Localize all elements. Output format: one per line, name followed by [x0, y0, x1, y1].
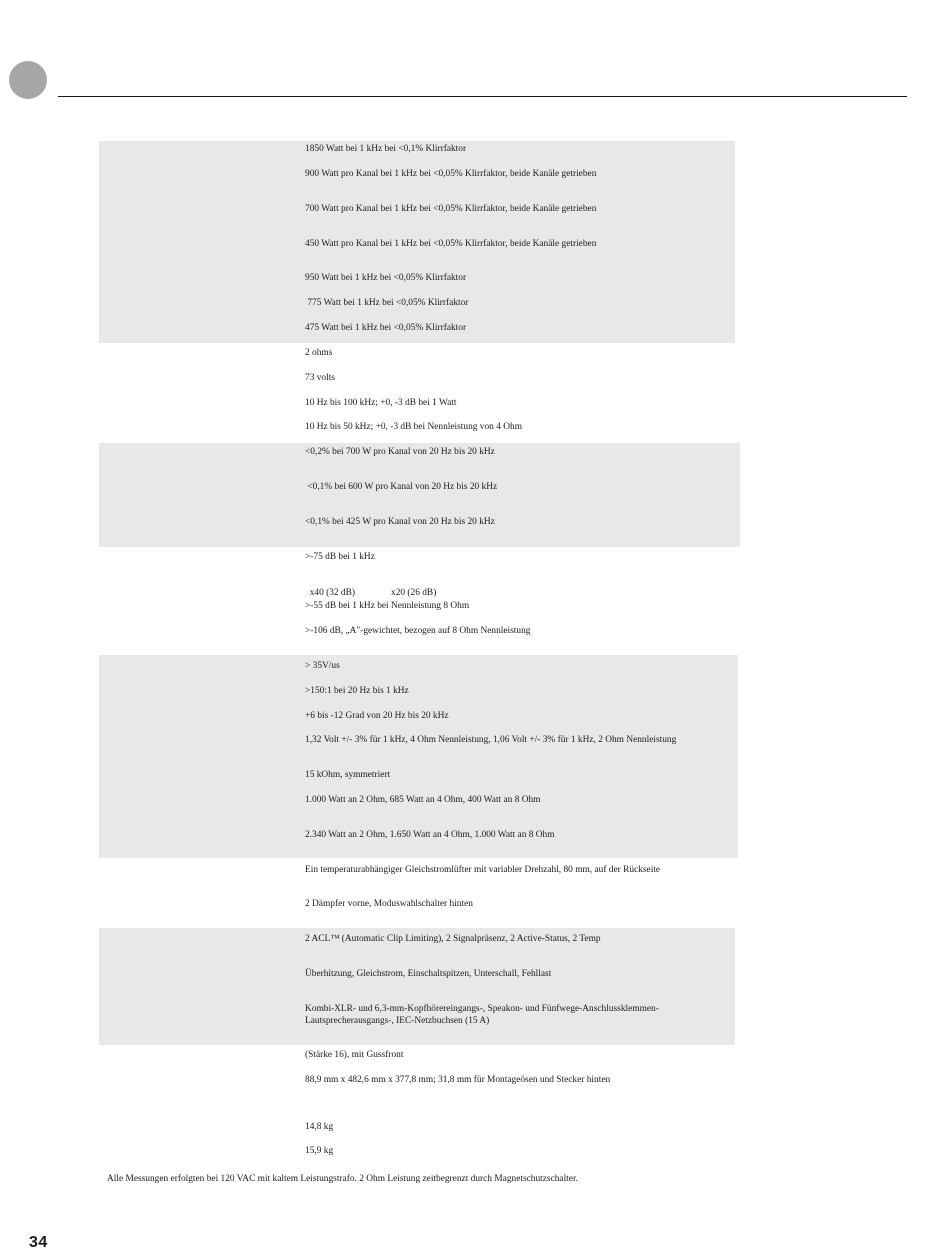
spec-line: 2 Dämpfer vorne, Moduswahlschalter hinten	[305, 899, 473, 909]
spec-line: 450 Watt pro Kanal bei 1 kHz bei <0,05% Klirrfaktor, beide Kanäle getrieben	[305, 239, 597, 249]
spec-line: 700 Watt pro Kanal bei 1 kHz bei <0,05% Klirrfaktor, beide Kanäle getrieben	[305, 204, 597, 214]
spec-line: >-106 dB, „A"-gewichtet, bezogen auf 8 Ohm Nennleistung	[305, 626, 531, 636]
gain-option-2: x20 (26 dB)	[391, 588, 437, 598]
spec-line: Ein temperaturabhängiger Gleichstromlüfter mit variabler Drehzahl, 80 mm, auf der Rückseite	[305, 865, 661, 875]
shaded-band	[99, 928, 735, 1045]
page-number: 34	[29, 1234, 48, 1251]
spec-line: 15,9 kg	[305, 1146, 334, 1156]
header-rule	[58, 96, 907, 97]
spec-line: 1850 Watt bei 1 kHz bei <0,1% Klirrfaktor	[305, 144, 467, 154]
spec-line: <0,2% bei 700 W pro Kanal von 20 Hz bis 20 kHz	[305, 447, 495, 457]
spec-line: +6 bis -12 Grad von 20 Hz bis 20 kHz	[305, 711, 449, 721]
spec-line: 900 Watt pro Kanal bei 1 kHz bei <0,05% Klirrfaktor, beide Kanäle getrieben	[305, 169, 597, 179]
chapter-marker	[9, 61, 47, 99]
spec-line: 475 Watt bei 1 kHz bei <0,05% Klirrfaktor	[305, 323, 467, 333]
spec-line: Lautsprecherausgangs-, IEC-Netzbuchsen (15 A)	[305, 1016, 490, 1026]
footnote: Alle Messungen erfolgten bei 120 VAC mit kaltem Leistungstrafo. 2 Ohm Leistung zeitbegrenzt durch Magnetschutzschalter.	[107, 1174, 578, 1184]
spec-line: 88,9 mm x 482,6 mm x 377,8 mm; 31,8 mm für Montageösen und Stecker hinten	[305, 1075, 611, 1085]
spec-line: >150:1 bei 20 Hz bis 1 kHz	[305, 686, 409, 696]
spec-line: 2 ohms	[305, 348, 333, 358]
spec-line: 10 Hz bis 50 kHz; +0, -3 dB bei Nennleistung von 4 Ohm	[305, 422, 522, 432]
spec-line: Kombi-XLR- und 6,3-mm-Kopfhörereingangs-, Speakon- und Fünfwege-Anschlussklemmen-	[305, 1004, 659, 1014]
spec-line: 73 volts	[305, 373, 335, 383]
spec-line: 775 Watt bei 1 kHz bei <0,05% Klirrfaktor	[305, 298, 469, 308]
spec-line: >-75 dB bei 1 kHz	[305, 552, 375, 562]
spec-line: 14,8 kg	[305, 1122, 334, 1132]
spec-line: 1,32 Volt +/- 3% für 1 kHz, 4 Ohm Nennleistung, 1,06 Volt +/- 3% für 1 kHz, 2 Ohm Nennleistung	[305, 735, 677, 745]
spec-line: 2 ACL™ (Automatic Clip Limiting), 2 Signalpräsenz, 2 Active-Status, 2 Temp	[305, 934, 601, 944]
spec-line: 15 kOhm, symmetriert	[305, 770, 391, 780]
spec-line: >-55 dB bei 1 kHz bei Nennleistung 8 Ohm	[305, 601, 470, 611]
spec-line: 950 Watt bei 1 kHz bei <0,05% Klirrfaktor	[305, 273, 467, 283]
spec-line: > 35V/us	[305, 661, 340, 671]
spec-line: 10 Hz bis 100 kHz; +0, -3 dB bei 1 Watt	[305, 398, 457, 408]
gain-option-1: x40 (32 dB)	[309, 588, 355, 598]
spec-line	[305, 575, 436, 599]
spec-line: 1.000 Watt an 2 Ohm, 685 Watt an 4 Ohm, 400 Watt an 8 Ohm	[305, 795, 541, 805]
spec-line: 2.340 Watt an 2 Ohm, 1.650 Watt an 4 Ohm, 1.000 Watt an 8 Ohm	[305, 830, 555, 840]
shaded-band	[99, 655, 738, 858]
spec-line: <0,1% bei 425 W pro Kanal von 20 Hz bis 20 kHz	[305, 517, 495, 527]
spec-line: Überhitzung, Gleichstrom, Einschaltspitzen, Unterschall, Fehllast	[305, 969, 552, 979]
spec-line: <0,1% bei 600 W pro Kanal von 20 Hz bis 20 kHz	[305, 482, 498, 492]
shaded-band	[99, 443, 740, 547]
spec-line: (Stärke 16), mit Gussfront	[305, 1050, 404, 1060]
